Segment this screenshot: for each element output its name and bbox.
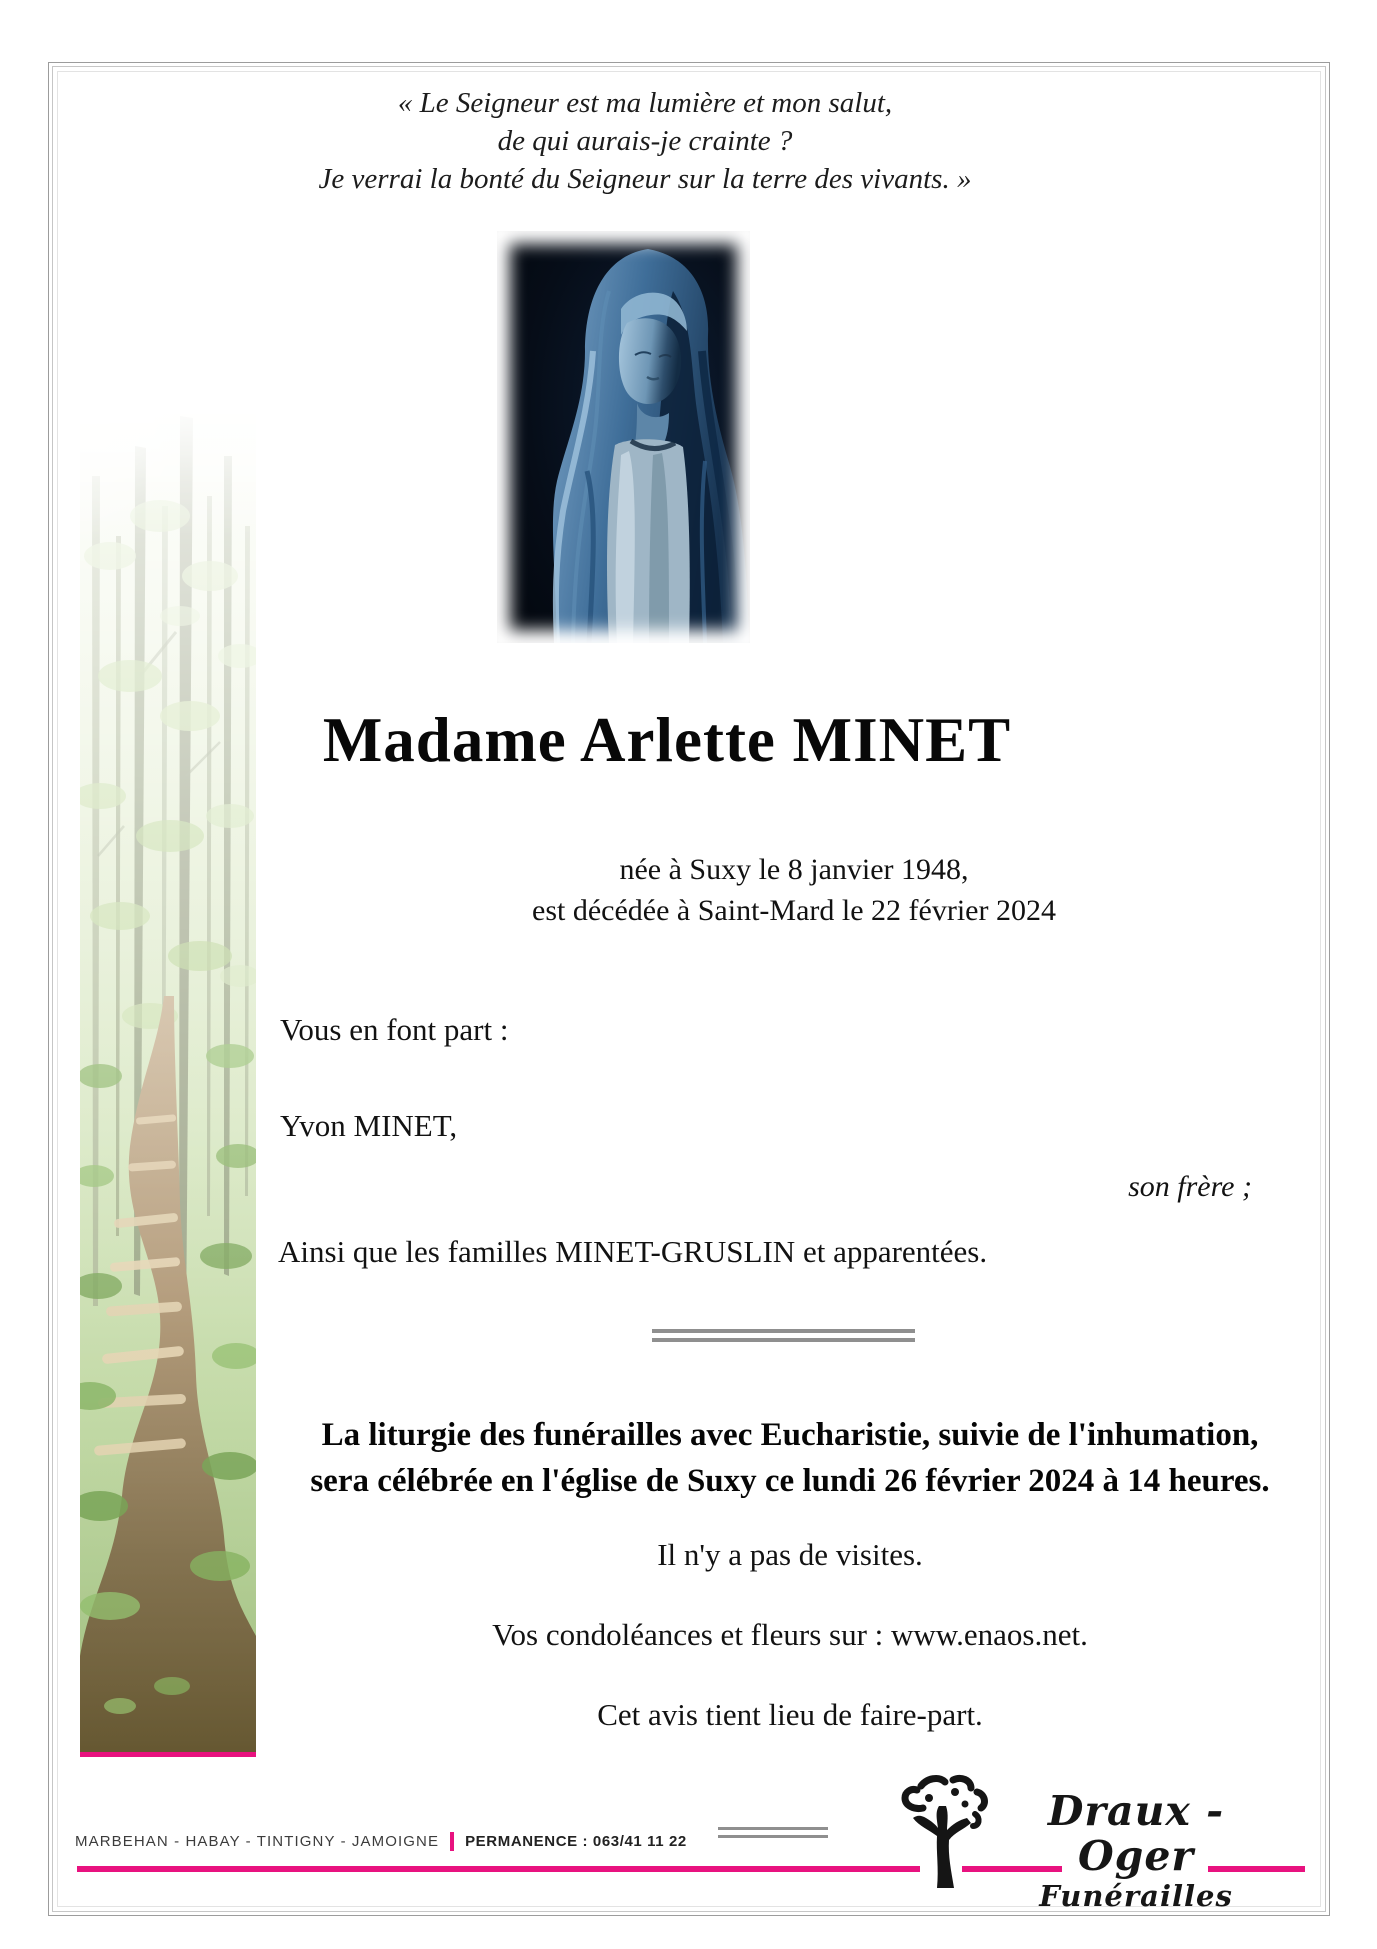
tree-logo-drawing [893,1774,991,1888]
ceremony-announcement [250,1412,1330,1504]
photo-feathered-edge [497,231,750,643]
section-divider [652,1329,915,1347]
birth-death-dates [256,849,1332,931]
relative-name: Yvon MINET, [280,1108,458,1143]
ceremony-line: La liturgie des funérailles avec Eucharistie, suivie de l'inhumation, [321,1417,1259,1453]
forest-path-photo [80,356,256,1752]
birth-line: née à Suxy le 8 janvier 1948, [619,853,969,886]
relative-relation: son frère ; [1128,1170,1252,1203]
brand-name: Draux - Oger [1047,1787,1225,1880]
footer-locations: MARBEHAN - HABAY - TINTIGNY - JAMOIGNE [75,1833,440,1850]
tree-logo-icon [893,1774,991,1888]
ceremony-line: sera célébrée en l'église de Suxy ce lundi 26 février 2024 à 14 heures. [310,1463,1270,1499]
footer-divider [718,1827,828,1843]
footer-permanence: PERMANENCE : 063/41 11 22 [465,1833,687,1850]
quote-line: « Le Seigneur est ma lumière et mon salut, [397,87,893,119]
strip-accent-bar [80,1752,256,1757]
death-line: est décédée à Saint-Mard le 22 février 2024 [532,894,1056,927]
religious-quote [0,84,1290,198]
announcement-intro: Vous en font part : [280,1012,509,1047]
footer-separator-bar [450,1832,454,1851]
visits-line: Il n'y a pas de visites. [657,1537,923,1572]
divider-bar [652,1329,915,1333]
families-line: Ainsi que les familles MINET-GRUSLIN et apparentées. [278,1234,988,1269]
funeral-home-logo [1020,1789,1252,1911]
forest-path-illustration [80,356,256,1752]
footer-accent-line [77,1866,920,1872]
divider-bar [718,1827,828,1830]
footer-contact-info [75,1832,687,1851]
divider-bar [652,1338,915,1342]
faire-part-line: Cet avis tient lieu de faire-part. [597,1697,983,1732]
virgin-mary-statue-photo [497,231,750,643]
quote-line: Je verrai la bonté du Seigneur sur la terre des vivants. » [318,163,972,195]
brand-subtitle: Funérailles [1039,1879,1233,1913]
divider-bar [718,1835,828,1838]
deceased-name-title: Madame Arlette MINET [322,705,1012,775]
quote-line: de qui aurais-je crainte ? [497,125,793,157]
condolences-line: Vos condoléances et fleurs sur : www.enaos.net. [492,1617,1088,1652]
